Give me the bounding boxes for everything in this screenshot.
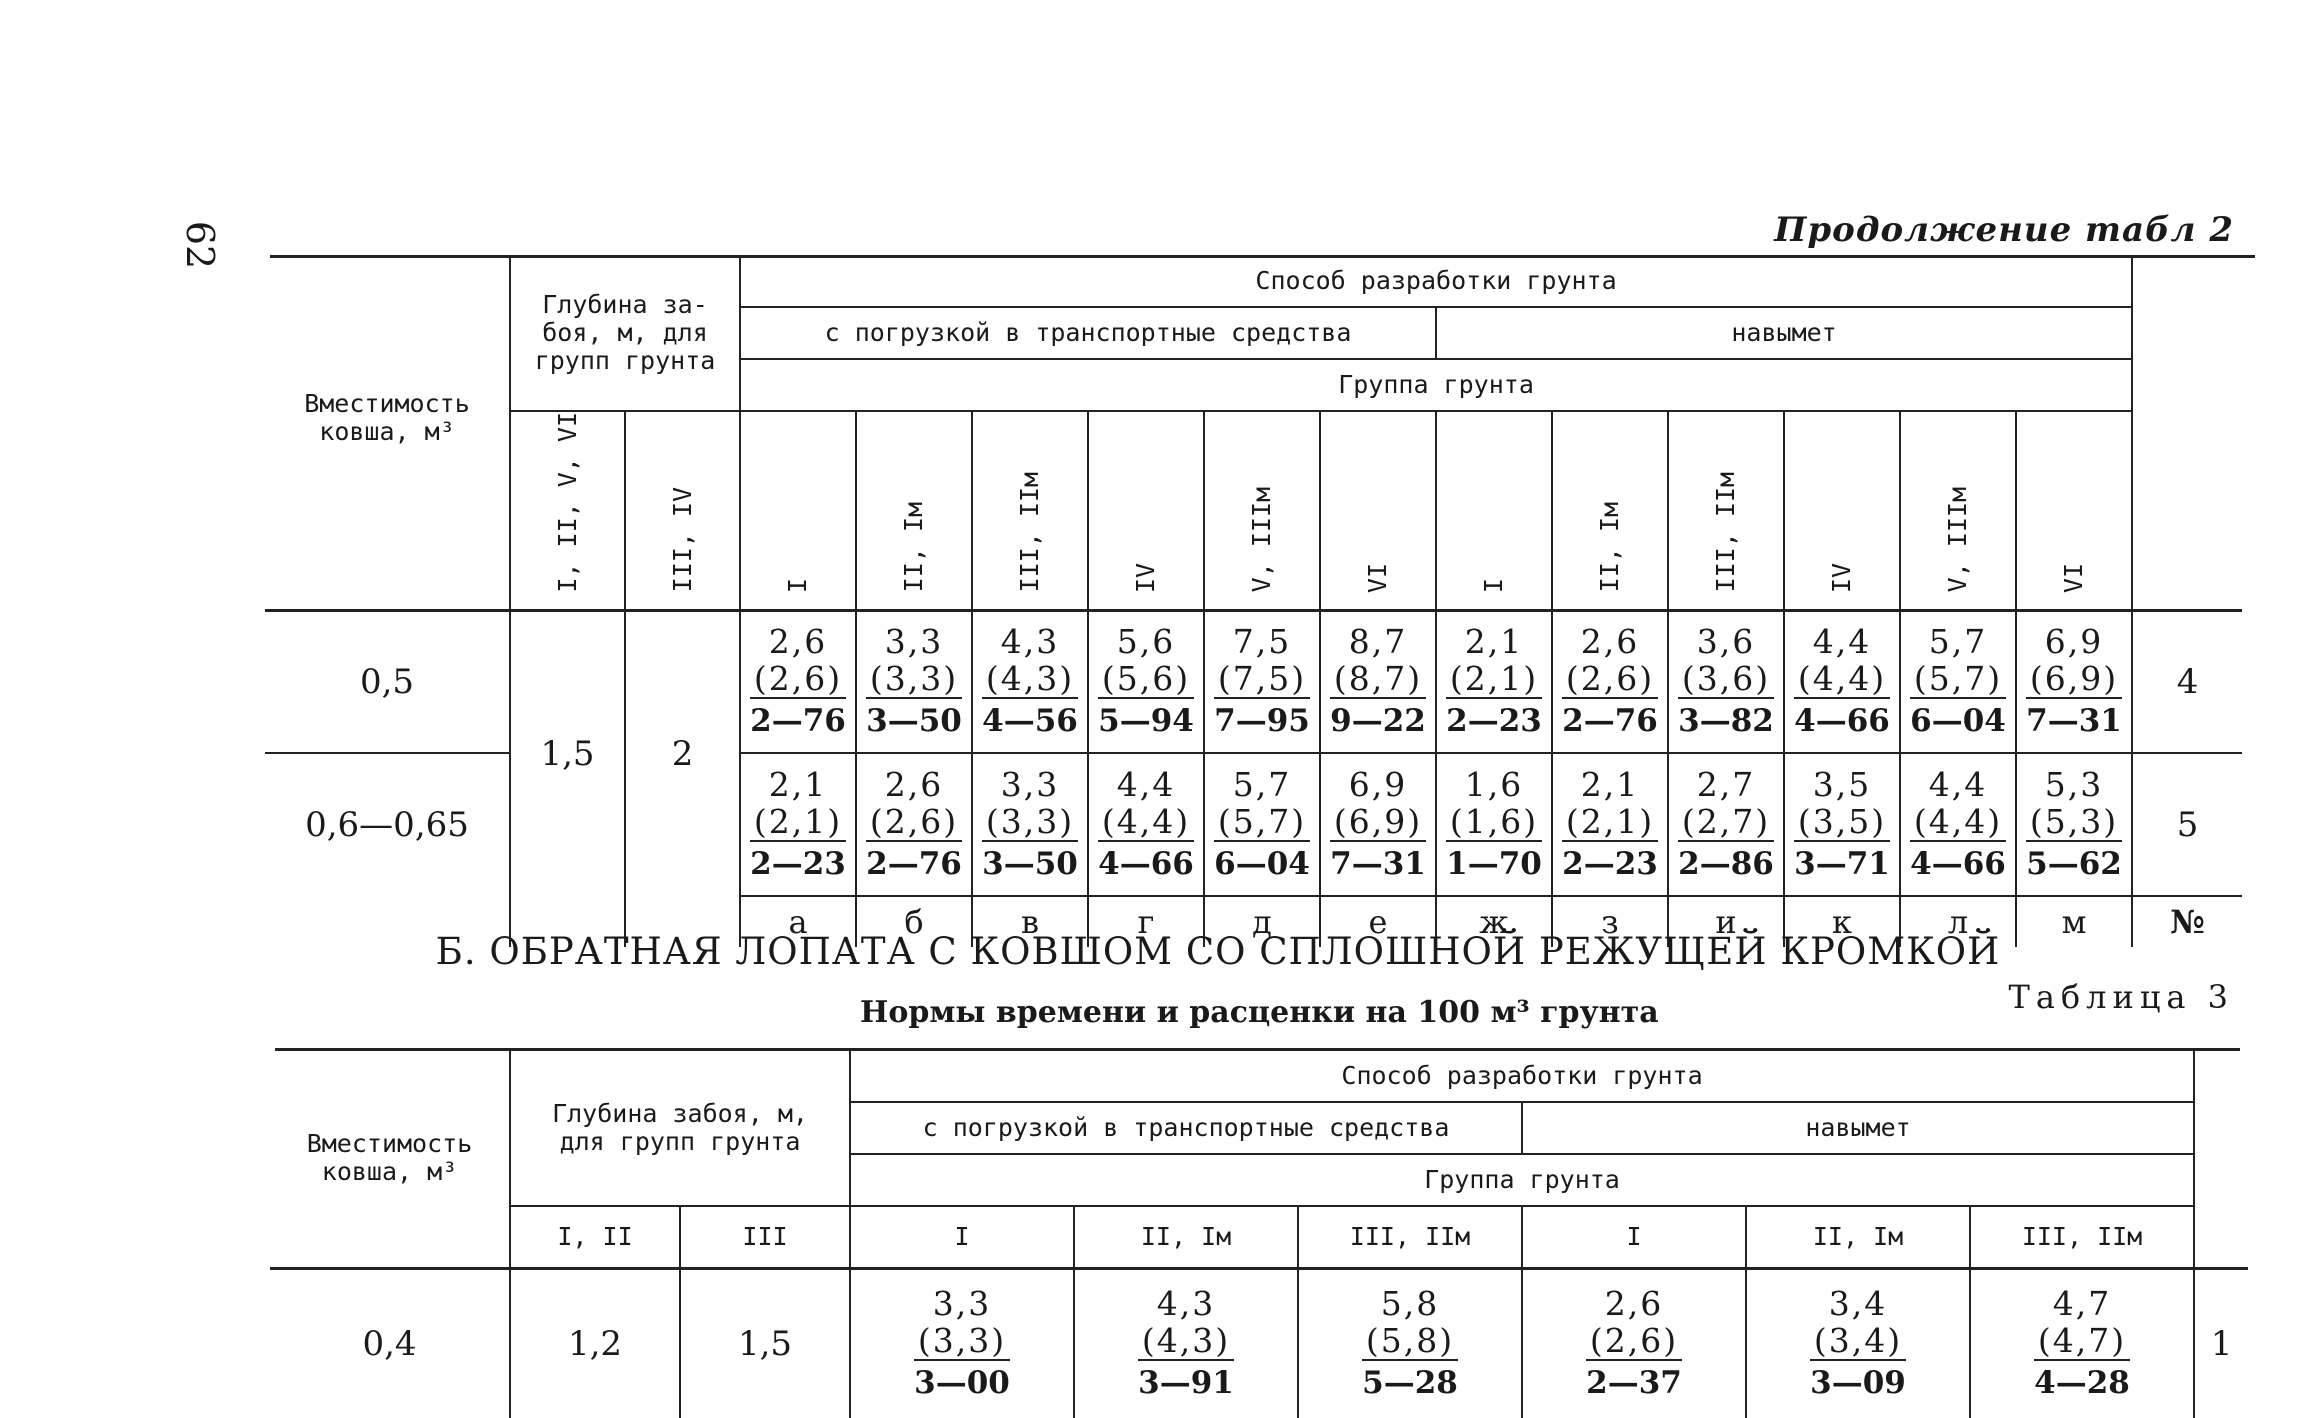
t2-group-5: V, IIIм xyxy=(1247,487,1277,593)
t3-value-cell: 3,3 (3,3) 3—00 xyxy=(914,1284,1010,1402)
t2-group-4: IV xyxy=(1131,562,1161,593)
t2-letter: з xyxy=(1552,896,1668,947)
t2-group-12: VI xyxy=(2059,562,2089,593)
t2-letter: к xyxy=(1784,896,1900,947)
t2-letter: б xyxy=(856,896,972,947)
t3-value-cell: 4,7 (4,7) 4—28 xyxy=(2034,1284,2130,1402)
t3-capacity-header: Вместимость ковша, м³ xyxy=(270,1050,510,1268)
t2-value-cell: 3,5 (3,5) 3—71 xyxy=(1794,765,1890,883)
t2-value-cell: 7,5 (7,5) 7—95 xyxy=(1214,622,1310,740)
table3-subtitle: Нормы времени и расценки на 100 м³ грунта xyxy=(860,995,1659,1030)
t2-capacity: 0,6—0,65 xyxy=(265,753,510,896)
t2-value-cell: 5,7 (5,7) 6—04 xyxy=(1910,622,2006,740)
t2-letter: в xyxy=(972,896,1088,947)
t2-value-cell: 5,6 (5,6) 5—94 xyxy=(1098,622,1194,740)
t3-depth-group-2: III xyxy=(680,1206,850,1268)
t3-depth-1: 1,2 xyxy=(510,1268,680,1418)
t2-value-cell: 4,3 (4,3) 4—56 xyxy=(982,622,1078,740)
t3-group-6: III, IIм xyxy=(1970,1206,2194,1268)
t2-letter: л xyxy=(1900,896,2016,947)
t3-group-3: III, IIм xyxy=(1298,1206,1522,1268)
t2-depth-group-2: III, IV xyxy=(667,487,697,593)
t3-group-4: I xyxy=(1522,1206,1746,1268)
t2-depth-header: Глубина за-боя, м, для групп грунта xyxy=(510,255,740,411)
t3-value-cell: 5,8 (5,8) 5—28 xyxy=(1362,1284,1458,1402)
t3-value-cell: 3,4 (3,4) 3—09 xyxy=(1810,1284,1906,1402)
t2-group-9: III, IIм xyxy=(1711,472,1741,593)
t2-value-cell: 2,6 (2,6) 2—76 xyxy=(750,622,846,740)
t2-letter: и xyxy=(1668,896,1784,947)
table-3 xyxy=(270,1050,2248,1418)
t3-capacity: 0,4 xyxy=(270,1268,510,1418)
table3-label: Таблица 3 xyxy=(2008,978,2234,1016)
section-title: Б. ОБРАТНАЯ ЛОПАТА С КОВШОМ СО СПЛОШНОЙ РЕЖУЩЕЙ КРОМКОЙ xyxy=(435,930,2001,973)
t2-value-cell: 6,9 (6,9) 7—31 xyxy=(2026,622,2122,740)
t2-value-cell: 5,3 (5,3) 5—62 xyxy=(2026,765,2122,883)
t2-value-cell: 8,7 (8,7) 9—22 xyxy=(1330,622,1426,740)
t3-depth-group-1: I, II xyxy=(510,1206,680,1268)
t2-value-cell: 6,9 (6,9) 7—31 xyxy=(1330,765,1426,883)
t2-value-cell: 4,4 (4,4) 4—66 xyxy=(1098,765,1194,883)
t2-group-6: VI xyxy=(1363,562,1393,593)
t2-group-10: IV xyxy=(1827,562,1857,593)
t2-value-cell: 1,6 (1,6) 1—70 xyxy=(1446,765,1542,883)
t2-capacity-header: Вместимость ковша, м³ xyxy=(265,255,510,610)
table-2 xyxy=(265,255,2242,947)
continuation-title: Продолжение табл 2 xyxy=(1774,210,2234,250)
t2-letter: ж xyxy=(1436,896,1552,947)
t2-value-cell: 2,6 (2,6) 2—76 xyxy=(1562,622,1658,740)
t2-letter: м xyxy=(2016,896,2132,947)
table-row xyxy=(270,1268,2248,1418)
t2-value-cell: 4,4 (4,4) 4—66 xyxy=(1910,765,2006,883)
t3-value-cell: 4,3 (4,3) 3—91 xyxy=(1138,1284,1234,1402)
t2-group-3: III, IIм xyxy=(1015,472,1045,593)
t2-group-2: II, Iм xyxy=(899,502,929,593)
t3-depth-2: 1,5 xyxy=(680,1268,850,1418)
t2-letter: д xyxy=(1204,896,1320,947)
table-row xyxy=(265,610,2242,753)
t2-group-8: II, Iм xyxy=(1595,502,1625,593)
t2-letter: а xyxy=(740,896,856,947)
t2-group-header: Группа грунта xyxy=(740,359,2132,411)
t2-loading-header: с погрузкой в транспортные средства xyxy=(740,307,1436,359)
t3-method-header: Способ разработки грунта xyxy=(850,1050,2194,1102)
t2-value-cell: 3,6 (3,6) 3—82 xyxy=(1678,622,1774,740)
t2-method-header: Способ разработки грунта xyxy=(740,255,2132,307)
t2-value-cell: 2,7 (2,7) 2—86 xyxy=(1678,765,1774,883)
t2-depth-2: 2 xyxy=(625,610,740,896)
t2-capacity: 0,5 xyxy=(265,610,510,753)
t2-value-cell: 3,3 (3,3) 3—50 xyxy=(866,622,962,740)
t3-depth-header: Глубина забоя, м, для групп грунта xyxy=(510,1050,850,1206)
t3-group-5: II, Iм xyxy=(1746,1206,1970,1268)
t2-depth-1: 1,5 xyxy=(510,610,625,896)
t2-value-cell: 3,3 (3,3) 3—50 xyxy=(982,765,1078,883)
t2-value-cell: 2,1 (2,1) 2—23 xyxy=(1446,622,1542,740)
t2-letter: е xyxy=(1320,896,1436,947)
page-number: 62 xyxy=(178,220,222,270)
t2-group-7: I xyxy=(1479,577,1509,593)
t2-group-1: I xyxy=(783,577,813,593)
t2-value-cell: 2,6 (2,6) 2—76 xyxy=(866,765,962,883)
t2-value-cell: 2,1 (2,1) 2—23 xyxy=(1562,765,1658,883)
t3-row-number: 1 xyxy=(2194,1268,2248,1418)
t2-letter: г xyxy=(1088,896,1204,947)
t2-no-label: № xyxy=(2132,896,2242,947)
t2-value-cell: 2,1 (2,1) 2—23 xyxy=(750,765,846,883)
t2-dump-header: навымет xyxy=(1436,307,2132,359)
t3-group-2: II, Iм xyxy=(1074,1206,1298,1268)
t2-value-cell: 5,7 (5,7) 6—04 xyxy=(1214,765,1310,883)
t3-loading-header: с погрузкой в транспортные средства xyxy=(850,1102,1522,1154)
t2-row-number: 5 xyxy=(2132,753,2242,896)
t2-row-number: 4 xyxy=(2132,610,2242,753)
t2-group-11: V, IIIм xyxy=(1943,487,1973,593)
t2-value-cell: 4,4 (4,4) 4—66 xyxy=(1794,622,1890,740)
t3-value-cell: 2,6 (2,6) 2—37 xyxy=(1586,1284,1682,1402)
t3-dump-header: навымет xyxy=(1522,1102,2194,1154)
t3-group-1: I xyxy=(850,1206,1074,1268)
t2-depth-group-1: I, II, V, VI xyxy=(552,412,582,593)
t3-group-header: Группа грунта xyxy=(850,1154,2194,1206)
